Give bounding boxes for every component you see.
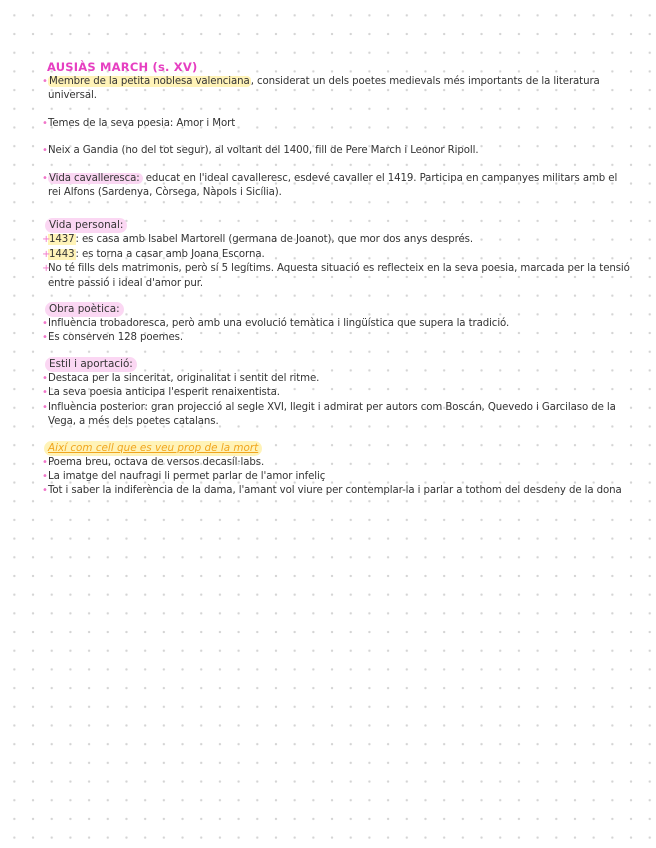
- section-heading-personal: Vida personal:: [45, 218, 127, 233]
- style-section: [42, 352, 632, 430]
- notes-page: [42, 56, 632, 499]
- bullet-icon: •: [42, 456, 48, 468]
- list-item: • La seva poesia anticipa l'esperit renaixentista.: [42, 386, 630, 400]
- bullet-icon: +: [42, 248, 51, 260]
- bullet-icon: •: [42, 318, 48, 330]
- intro-highlight: Membre de la petita noblesa valenciana: [49, 76, 250, 87]
- bullet-icon: •: [42, 332, 48, 344]
- list-item: • Destaca per la sinceritat, originalitat i sentit del ritme.: [42, 372, 630, 386]
- section-heading-style: Estil i aportació:: [45, 357, 137, 372]
- themes-line: [42, 117, 630, 131]
- list-item: + No té fills dels matrimonis, però sí 5 legítims. Aquesta situació es reflecteix en la seva poesia, marcada per la tensió entre passió i ideal d'amor pur.: [42, 263, 630, 289]
- birth-text: Neix a Gandia (no del tot segur), al voltant del 1400, fill de Pere March i Leonor Ripoll.: [48, 145, 479, 157]
- list-item: • Poema breu, octava de versos decasíl·labs.: [42, 456, 630, 470]
- bullet-icon: •: [42, 470, 48, 482]
- bullet-icon: +: [42, 263, 51, 275]
- chivalric-label: Vida cavalleresca:: [48, 173, 143, 184]
- chivalric-line: [42, 172, 630, 201]
- list-item: • Es conserven 128 poemes.: [42, 331, 630, 345]
- bullet-icon: •: [42, 172, 48, 184]
- poem-title-link[interactable]: Així com cell que es veu prop de la mort: [44, 441, 262, 456]
- poetic-work-section: [42, 297, 632, 346]
- personal-section: [42, 213, 632, 291]
- list-item: + 1443: es torna a casar amb Joana Escorna.: [42, 248, 630, 262]
- section-heading-poetic-work: Obra poètica:: [45, 302, 124, 317]
- bullet-icon: •: [42, 387, 48, 399]
- year-highlight: 1437: [49, 234, 75, 246]
- list-item: + 1437: es casa amb Isabel Martorell (germana de Joanot), que mor dos anys després.: [42, 233, 630, 247]
- bullet-icon: +: [42, 234, 51, 246]
- birth-line: [42, 144, 630, 158]
- bullet-icon: •: [42, 401, 48, 413]
- bullet-icon: •: [42, 76, 48, 87]
- page-title: AUSIÀS MARCH (s. XV): [47, 60, 198, 74]
- list-item: • La imatge del naufragi li permet parlar de l'amor infeliç: [42, 470, 630, 484]
- poem-section: [42, 436, 632, 499]
- bullet-icon: •: [42, 145, 48, 157]
- year-highlight: 1443: [49, 248, 75, 260]
- intro-text: , considerat un dels poetes medievals més importants de la literatura universal.: [48, 76, 600, 102]
- bullet-icon: •: [42, 485, 48, 497]
- themes-text: Temes de la seva poesia: Amor i Mort: [48, 117, 236, 129]
- intro-line: [42, 75, 630, 104]
- list-item: • Tot i saber la indiferència de la dama, l'amant vol viure per contemplar-la i parlar a tothom del desdeny de la dona: [42, 484, 630, 498]
- list-item: • Influència posterior: gran projecció al segle XVI, llegit i admirat per autors com Boscán, Quevedo i Garcilaso de la Vega, a més dels poetes catalans.: [42, 401, 616, 428]
- bullet-icon: •: [42, 117, 48, 129]
- list-item: • Influència trobadoresca, però amb una evolució temàtica i lingüística que supera la tradició.: [42, 317, 630, 331]
- bullet-icon: •: [42, 372, 48, 384]
- chivalric-text: educat en l'ideal cavalleresc, esdevé cavaller el 1419. Participa en campanyes militars amb el rei Alfons (Sardenya, Còrsega, Nàpols i Sicília).: [48, 172, 618, 199]
